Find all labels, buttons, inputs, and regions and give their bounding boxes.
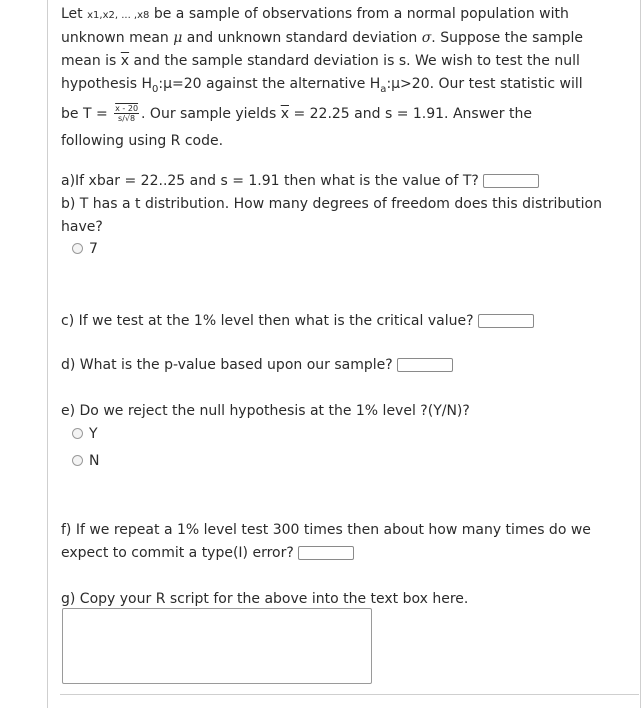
answer-d-input[interactable] — [397, 358, 453, 372]
fraction-denominator: s/√8 — [118, 114, 136, 124]
answer-a-input[interactable] — [483, 174, 539, 188]
option-e-n-label: N — [89, 453, 100, 469]
xbar-symbol: $\overline{x}$ — [120, 53, 130, 69]
question-d — [61, 354, 631, 377]
let-word: Let — [61, 6, 83, 22]
fraction-numerator: x - 20 — [115, 104, 139, 114]
h0-subscript: 0 — [152, 83, 159, 95]
question-a — [61, 170, 631, 193]
r-script-textarea[interactable] — [62, 608, 372, 684]
question-b-text: b) T has a t distribution. How many degrees of freedom does this distribution have? — [61, 196, 602, 235]
intro-line4a: hypothesis H — [61, 76, 153, 92]
alt-hypothesis: :μ>20. Our test statistic will — [386, 76, 583, 92]
intro-line2c: . Suppose the sample — [431, 30, 583, 46]
intro-line5b: . Our sample yields — [141, 105, 277, 122]
problem-statement — [61, 3, 631, 153]
null-hypothesis: :μ=20 against the alternative H — [158, 76, 381, 92]
intro-line5a: be T = — [61, 105, 108, 122]
intro-line2: unknown mean — [61, 30, 169, 46]
bottom-divider — [60, 694, 639, 695]
question-g-text: g) Copy your R script for the above into the text box here. — [61, 591, 469, 607]
question-b — [61, 193, 631, 239]
question-c-text: c) If we test at the 1% level then what is the critical value? — [61, 313, 474, 329]
test-statistic-fraction — [114, 104, 139, 123]
question-e-text: e) Do we reject the null hypothesis at the 1% level ?(Y/N)? — [61, 403, 470, 419]
question-f — [61, 519, 631, 565]
question-f-text: f) If we repeat a 1% level test 300 times then about how many times do we expect to commit a type(I) error? — [61, 522, 591, 561]
question-e — [61, 400, 631, 423]
intro-line3b: and the sample standard deviation is s. We wish to test the null — [133, 53, 580, 69]
radio-icon[interactable] — [72, 243, 83, 254]
option-e-y-label: Y — [89, 426, 98, 442]
question-d-text: d) What is the p-value based upon our sample? — [61, 357, 393, 373]
mu-symbol: μ — [173, 30, 183, 46]
intro-line3a: mean is — [61, 53, 117, 69]
sigma-symbol: σ — [421, 30, 432, 46]
answer-f-input[interactable] — [298, 546, 354, 560]
ha-subscript: a — [380, 83, 387, 95]
question-c — [61, 310, 631, 333]
option-b-7-label: 7 — [89, 241, 98, 257]
intro-line2b: and unknown standard deviation — [186, 30, 418, 46]
xbar-symbol-2: $\overline{x}$ — [280, 105, 289, 122]
sample-variables: x1,x2, ... ,x8 — [87, 10, 150, 21]
option-e-n[interactable] — [72, 452, 99, 470]
radio-icon[interactable] — [72, 455, 83, 466]
question-a-text: a)If xbar = 22..25 and s = 1.91 then what is the value of T? — [61, 173, 479, 189]
answer-c-input[interactable] — [478, 314, 534, 328]
option-e-y[interactable] — [72, 425, 98, 443]
radio-icon[interactable] — [72, 428, 83, 439]
intro-line6: following using R code. — [61, 132, 224, 149]
option-b-7[interactable] — [72, 240, 98, 258]
intro-line5c: = 22.25 and s = 1.91. Answer the — [293, 105, 532, 122]
intro-line1: be a sample of observations from a normal population with — [153, 6, 569, 22]
